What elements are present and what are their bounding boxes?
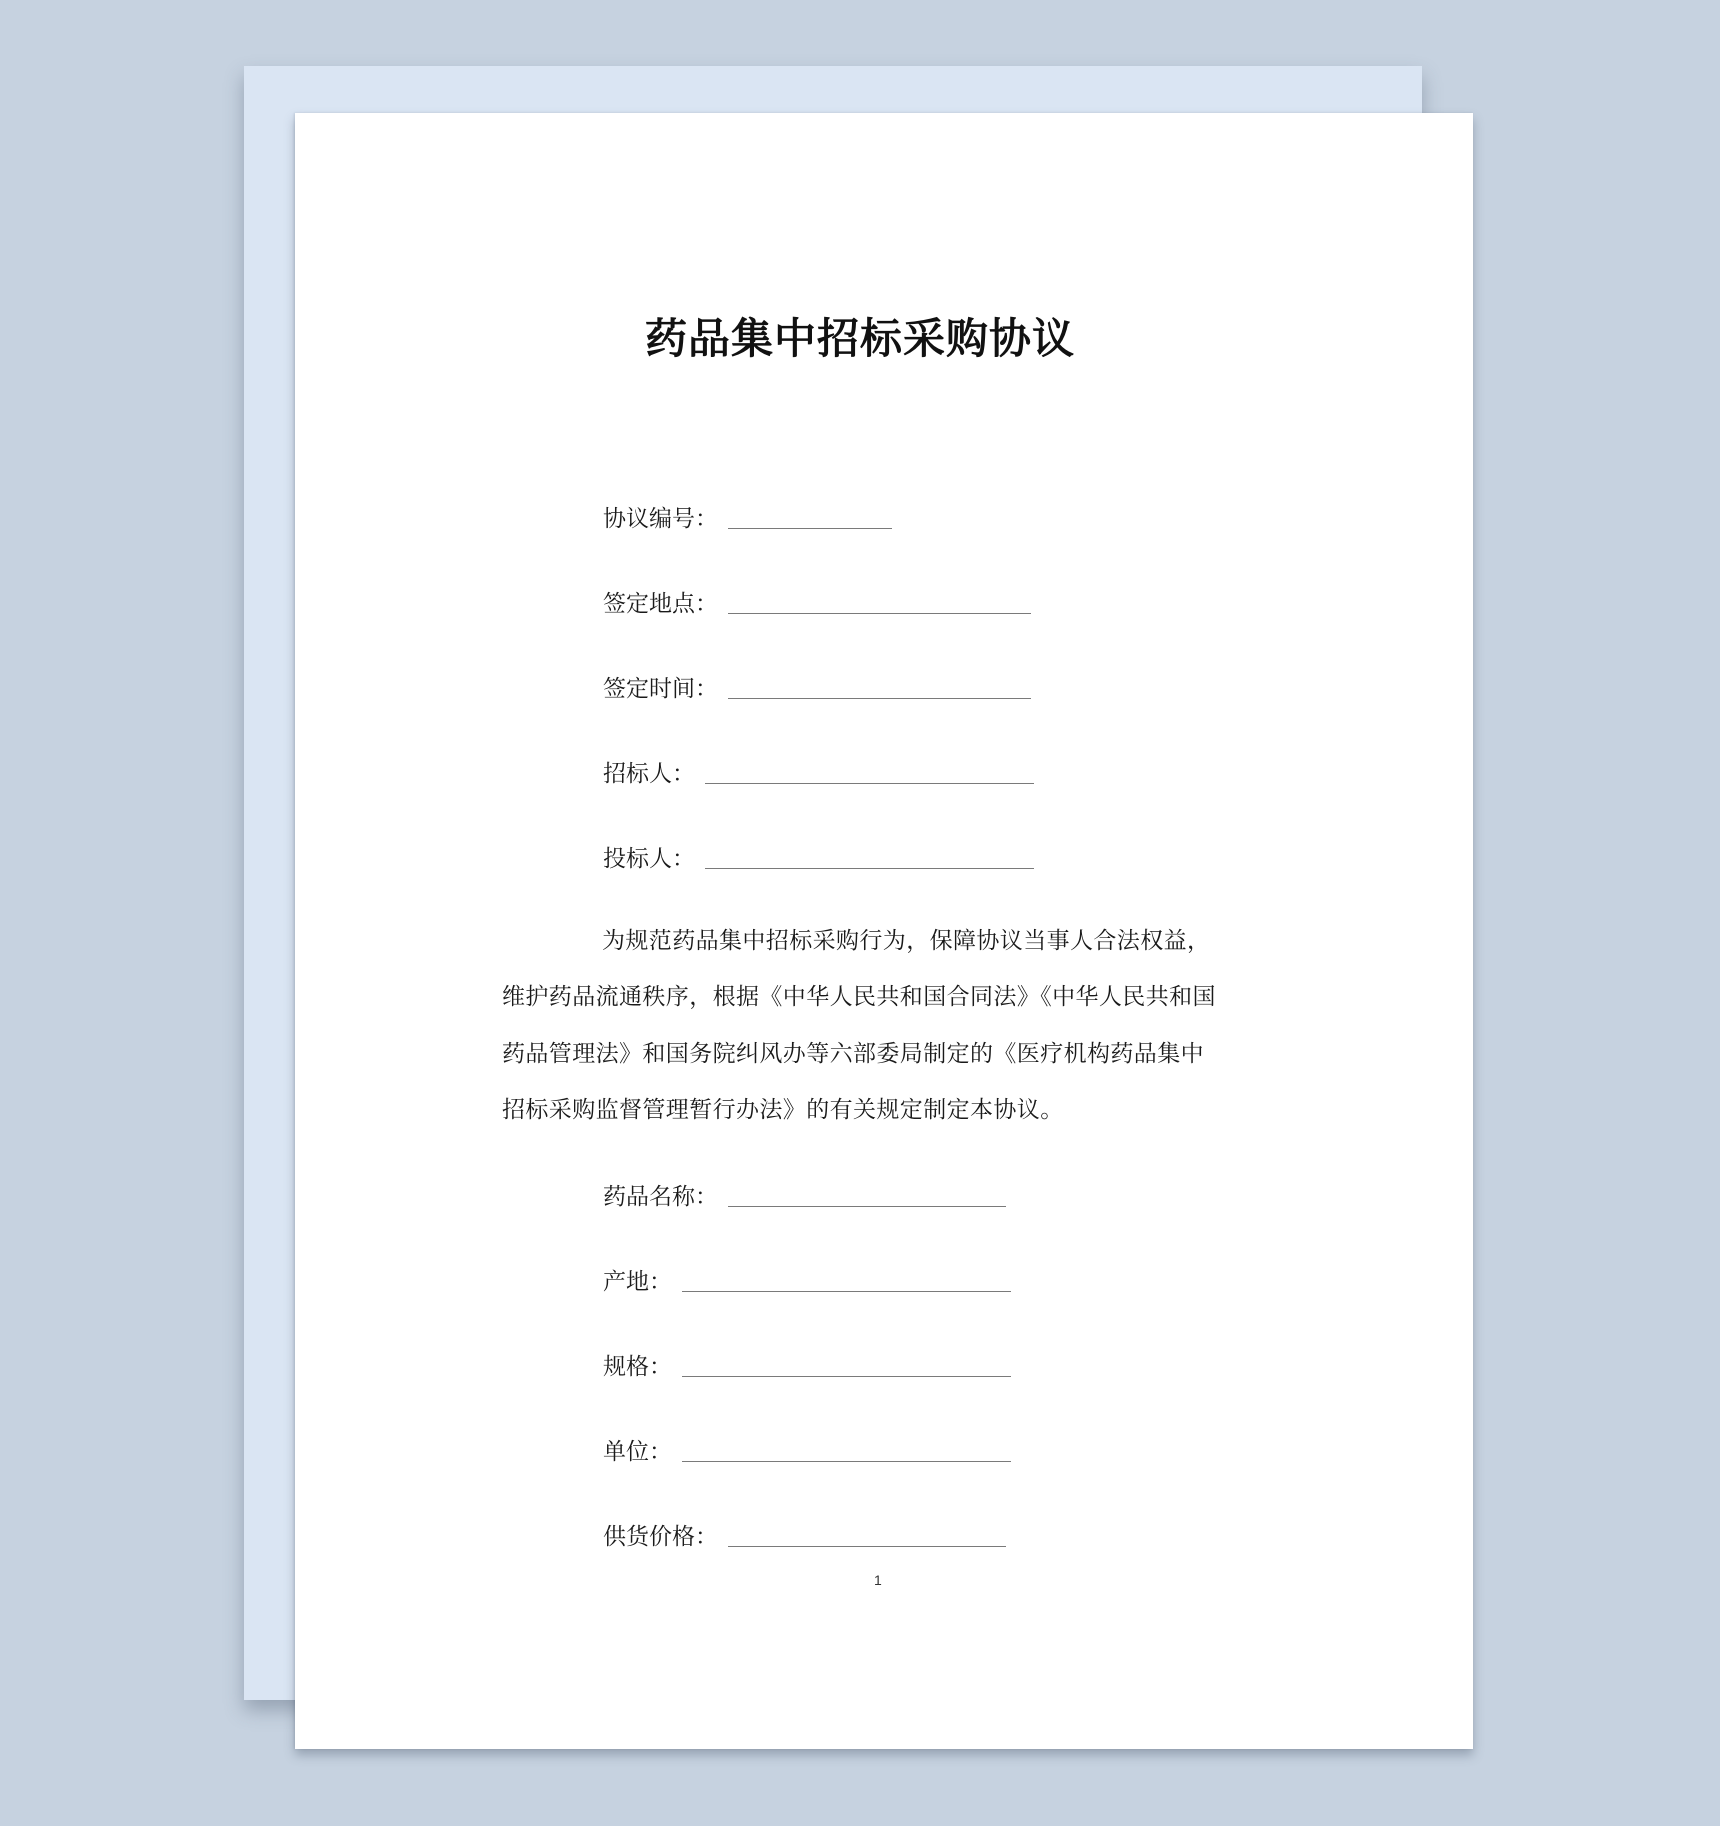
field-supply-price <box>603 1518 1006 1552</box>
fill-in-line[interactable] <box>705 783 1034 784</box>
field-bidder <box>603 840 1034 874</box>
fill-in-line[interactable] <box>705 868 1034 869</box>
field-label: 规格： <box>603 1354 672 1380</box>
document-title: 药品集中招标采购协议 <box>644 314 1075 363</box>
field-label: 单位： <box>603 1439 672 1465</box>
fill-in-line[interactable] <box>728 698 1031 699</box>
field-agreement-number <box>603 500 892 534</box>
field-tenderer <box>603 755 1034 789</box>
page-number: 1 <box>874 1572 882 1588</box>
field-specification <box>603 1348 1011 1382</box>
fill-in-line[interactable] <box>682 1461 1011 1462</box>
field-label: 签定时间： <box>603 676 718 702</box>
field-drug-name <box>603 1178 1006 1212</box>
paragraph-line: 药品管理法》和国务院纠风办等六部委局制定的《医疗机构药品集中 <box>502 1041 1204 1067</box>
field-label: 药品名称： <box>603 1184 718 1210</box>
field-origin <box>603 1263 1011 1297</box>
paragraph-line: 为规范药品集中招标采购行为，保障协议当事人合法权益， <box>602 928 1211 954</box>
fill-in-line[interactable] <box>728 613 1031 614</box>
fill-in-line[interactable] <box>682 1376 1011 1377</box>
fill-in-line[interactable] <box>728 1206 1006 1207</box>
field-signing-time <box>603 670 1031 704</box>
paragraph-line: 维护药品流通秩序，根据《中华人民共和国合同法》《中华人民共和国 <box>502 984 1216 1010</box>
fill-in-line[interactable] <box>728 528 892 529</box>
field-label: 投标人： <box>603 846 695 872</box>
field-signing-place <box>603 585 1031 619</box>
fill-in-line[interactable] <box>728 1546 1006 1547</box>
field-unit <box>603 1433 1011 1467</box>
paragraph-line: 招标采购监督管理暂行办法》的有关规定制定本协议。 <box>502 1097 1064 1123</box>
field-label: 协议编号： <box>603 506 718 532</box>
field-label: 招标人： <box>603 761 695 787</box>
field-label: 签定地点： <box>603 591 718 617</box>
field-label: 供货价格： <box>603 1524 718 1550</box>
fill-in-line[interactable] <box>682 1291 1011 1292</box>
field-label: 产地： <box>603 1269 672 1295</box>
